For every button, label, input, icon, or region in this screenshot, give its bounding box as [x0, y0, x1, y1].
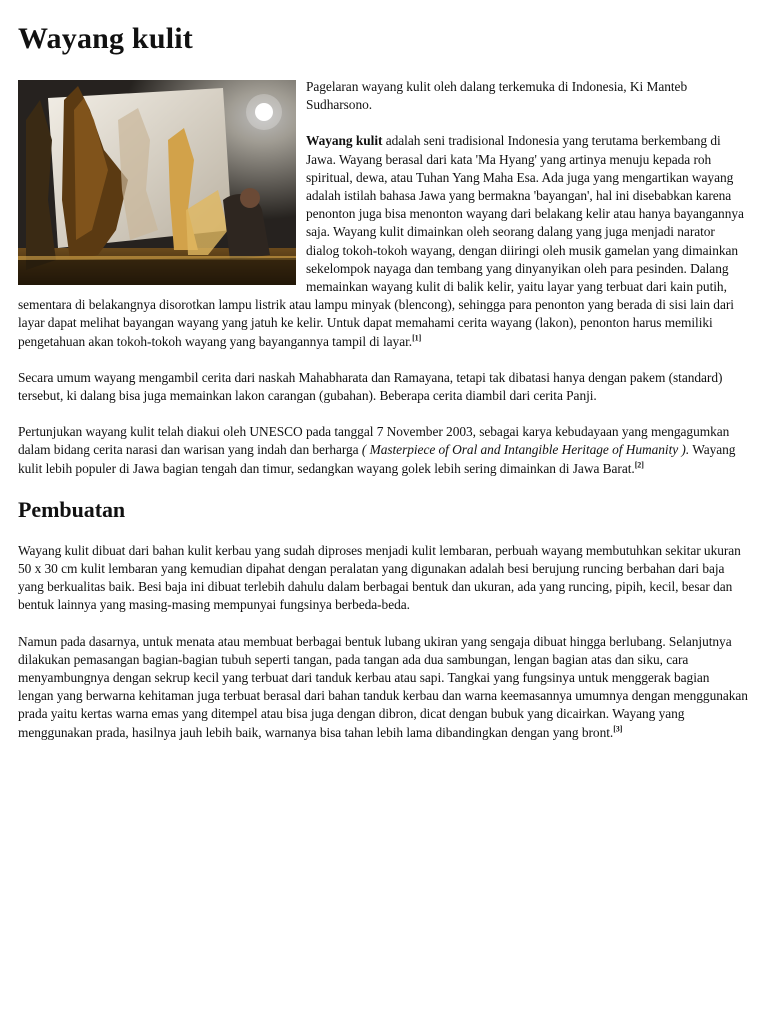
unesco-text-end: Wayang kulit lebih populer di Jawa bagian tengah dan timur, sedangkan wayang golek lebih sering dimainkan di Jawa Barat.: [18, 442, 736, 476]
unesco-text: Pertunjukan wayang kulit telah diakui oleh UNESCO pada tanggal 7 November 2003, sebagai karya kebudayaan yang mengagumkan dalam bidang cerita narasi dan warisan yang indah dan berharga: [18, 424, 730, 458]
wayang-performance-photo: [18, 80, 296, 285]
story-paragraph: Secara umum wayang mengambil cerita dari naskah Mahabharata dan Ramayana, tetapi tak dibatasi hanya dengan pakem (standard) tersebut, ki dalang bisa juga memainkan lakon carangan (gubahan). Beberapa cerita diambil dari cerita Panji.: [18, 369, 723, 404]
pembuatan-text-2: Namun pada dasarnya, untuk menata atau membuat berbagai bentuk lubang ukiran yang sengaja dibuat hingga berlubang. Selanjutnya dilakukan pemasangan bagian-bagian tubuh seperti tangan, pada tangan ada dua sambungan, lengan bagian atas dan siku, cara menyambungnya dengan sekrup kecil yang terbuat dari tanduk kerbau atau sapi. Tangkai yang fungsinya untuk menggerak bagian lengan yang berwarna kehitaman juga terbuat berasal dari bahan tanduk kerbau dan warna keemasannya umumnya dengan menggunakan prada yaitu kertas warna emas yang ditempel atau bisa juga dengan dibron, dicat dengan bubuk yang dicairkan. Wayang yang menggunakan prada, hasilnya jauh lebih baik, warnanya bisa tahan lebih lama dibandingkan dengan yang bront.: [18, 633, 748, 740]
reference-link-2[interactable]: [2]: [634, 460, 644, 470]
unesco-paragraph: [18, 423, 748, 478]
intro-text: adalah seni tradisional Indonesia yang terutama berkembang di Jawa. Wayang berasal dari kata 'Ma Hyang' yang artinya menuju kepada roh spiritual, dewa, atau Tuhan Yang Maha Esa. Ada juga yang mengartikan wayang adalah istilah bahasa Jawa yang bermakna 'bayangan', hal ini disebabkan karena penonton juga bisa menonton wayang dari belakang kelir atau hanya bayangannya saja. Wayang kulit dimainkan oleh seorang dalang yang juga menjadi narator dialog tokoh-tokoh wayang, dengan diiringi oleh musik gamelan yang dimainkan sekelompok nayaga dan tembang yang dinyanyikan oleh para pesinden. Dalang memainkan wayang kulit di balik kelir, yaitu layar yang terbuat dari kain putih, sementara di belakangnya disorotkan lampu listrik atau lampu minyak (blencong), sehingga para penonton yang berada di sisi lain dari layar dapat melihat bayangan wayang yang jatuh ke kelir. Untuk dapat memahami cerita wayang (lakon), penonton harus memiliki pengetahuan akan tokoh-tokoh wayang yang bayangannya tampil di layar.: [18, 133, 744, 349]
reference-link-1[interactable]: [1]: [412, 333, 422, 343]
section-heading-pembuatan: Pembuatan: [18, 496, 126, 522]
article: [18, 14, 748, 760]
pembuatan-paragraph-2: [18, 633, 748, 742]
page-title: Wayang kulit: [18, 22, 193, 55]
figure-caption: Pagelaran wayang kulit oleh dalang terkemuka di Indonesia, Ki Manteb Sudharsono.: [306, 79, 688, 113]
reference-link-3[interactable]: [3]: [613, 724, 623, 734]
photo-illustration: [18, 80, 296, 285]
masterpiece-title: ( Masterpiece of Oral and Intangible Heritage of Humanity ).: [361, 442, 690, 458]
intro-term: Wayang kulit: [306, 133, 383, 149]
pembuatan-paragraph-1: Wayang kulit dibuat dari bahan kulit kerbau yang sudah diproses menjadi kulit lembaran, perbuah wayang membutuhkan sekitar ukuran 50 x 30 cm kulit lembaran yang kemudian dipahat dengan peralatan yang digunakan adalah besi berujung runcing berbahan dari baja yang berkualitas baik. Besi baja ini dibuat terlebih dahulu dalam berbagai bentuk dan ukuran, ada yang runcing, pipih, kecil, besar dan bentuk lainnya yang masing-masing mempunyai fungsinya berbeda-beda.: [18, 542, 741, 613]
